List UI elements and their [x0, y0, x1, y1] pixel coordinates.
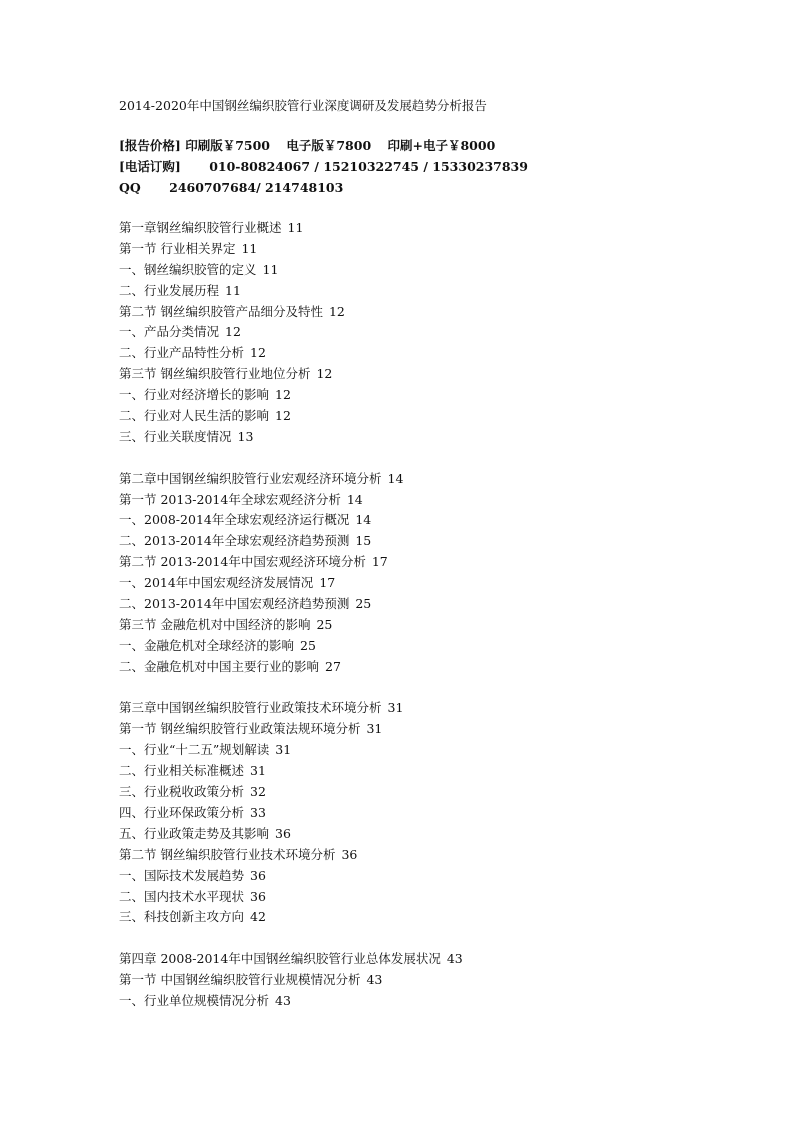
toc-entry-title: 二、金融危机对中国主要行业的影响 — [119, 658, 320, 674]
qq-label: QQ — [119, 180, 141, 195]
toc-entry — [119, 615, 739, 636]
toc-entry-page: 12 — [250, 345, 266, 361]
toc-entry — [119, 845, 739, 866]
toc-entry — [119, 949, 739, 970]
toc-entry-page: 12 — [225, 324, 241, 340]
toc-spacer — [119, 448, 739, 469]
toc-entry — [119, 887, 739, 908]
toc-entry-title: 一、行业对经济增长的影响 — [119, 387, 270, 403]
toc-entry-page: 12 — [316, 366, 333, 382]
phone-label: [电话订购] — [119, 159, 181, 174]
toc-entry-title: 一、2014年中国宏观经济发展情况 — [119, 575, 314, 591]
toc-entry-page: 14 — [346, 491, 363, 507]
toc-entry-title: 一、金融危机对全球经济的影响 — [119, 637, 295, 653]
toc-entry-page: 25 — [355, 596, 372, 612]
toc-entry-title: 四、行业环保政策分析 — [119, 804, 245, 820]
toc-entry — [119, 636, 739, 657]
toc-spacer — [119, 928, 739, 949]
toc-entry-title: 一、2008-2014年全球宏观经济运行概况 — [119, 512, 350, 528]
toc-entry — [119, 260, 739, 281]
toc-entry — [119, 866, 739, 887]
toc-entry-page: 17 — [371, 554, 388, 570]
toc-entry-title: 二、2013-2014年中国宏观经济趋势预测 — [119, 596, 350, 612]
toc-entry-page: 11 — [262, 261, 279, 277]
phone-numbers: 010-80824067 / 15210322745 / 15330237839 — [209, 159, 528, 174]
toc-entry-page: 43 — [275, 992, 291, 1008]
toc-entry-page: 13 — [237, 428, 254, 444]
toc-entry-title: 二、国内技术水平现状 — [119, 888, 245, 904]
toc-entry — [119, 531, 739, 552]
toc-entry-title: 一、产品分类情况 — [119, 324, 220, 340]
toc-entry — [119, 302, 739, 323]
toc-entry-page: 31 — [387, 700, 404, 716]
toc-entry — [119, 343, 739, 364]
toc-entry-title: 第一节 2013-2014年全球宏观经济分析 — [119, 491, 341, 507]
toc-entry — [119, 803, 739, 824]
price-both: 印刷+电子￥8000 — [387, 138, 496, 153]
toc-entry — [119, 239, 739, 260]
toc-entry-page: 11 — [241, 240, 258, 256]
toc-entry-title: 一、钢丝编织胶管的定义 — [119, 261, 257, 277]
toc-entry — [119, 740, 739, 761]
toc-entry — [119, 490, 739, 511]
toc-entry-title: 二、行业产品特性分析 — [119, 345, 245, 361]
toc-entry — [119, 824, 739, 845]
toc-entry-page: 12 — [328, 303, 345, 319]
toc-entry-title: 第四章 2008-2014年中国钢丝编织胶管行业总体发展状况 — [119, 951, 441, 967]
toc-entry-page: 27 — [325, 658, 341, 674]
toc-entry — [119, 364, 739, 385]
toc-entry-page: 31 — [275, 742, 292, 758]
toc-entry — [119, 218, 739, 239]
toc-entry-page: 11 — [287, 220, 304, 235]
toc-entry-page: 14 — [355, 512, 372, 528]
toc-entry-page: 12 — [275, 408, 291, 424]
phone-line — [119, 156, 739, 177]
toc-entry — [119, 782, 739, 803]
toc-entry-page: 11 — [225, 282, 241, 298]
toc-entry-title: 第二节 钢丝编织胶管产品细分及特性 — [119, 303, 323, 319]
toc-entry — [119, 970, 739, 991]
toc-entry-page: 36 — [250, 888, 266, 904]
toc-entry — [119, 406, 739, 427]
toc-entry — [119, 322, 739, 343]
toc-entry-page: 12 — [275, 387, 291, 403]
toc-entry-page: 43 — [366, 972, 383, 988]
toc-entry-page: 36 — [275, 825, 291, 841]
toc-entry — [119, 427, 739, 448]
toc-entry — [119, 510, 739, 531]
toc-entry — [119, 991, 739, 1012]
toc-entry — [119, 385, 739, 406]
order-info — [119, 135, 739, 198]
toc-entry — [119, 552, 739, 573]
toc-entry-title: 第二章中国钢丝编织胶管行业宏观经济环境分析 — [119, 470, 382, 486]
toc-entry-page: 42 — [250, 909, 266, 925]
toc-entry-title: 第二节 2013-2014年中国宏观经济环境分析 — [119, 554, 366, 570]
qq-numbers: 2460707684/ 214748103 — [169, 180, 344, 195]
toc-entry-title: 第一节 钢丝编织胶管行业政策法规环境分析 — [119, 721, 361, 737]
toc-entry — [119, 761, 739, 782]
toc-entry-title: 第三节 金融危机对中国经济的影响 — [119, 616, 311, 632]
toc-entry-title: 第三章中国钢丝编织胶管行业政策技术环境分析 — [119, 700, 382, 716]
toc-entry — [119, 594, 739, 615]
toc-entry-title: 一、行业“十二五”规划解读 — [119, 742, 270, 758]
toc-entry — [119, 719, 739, 740]
toc-entry-title: 二、行业发展历程 — [119, 282, 220, 298]
toc-entry-page: 31 — [250, 763, 266, 779]
toc-entry — [119, 907, 739, 928]
price-label: [报告价格] — [119, 138, 181, 153]
price-line — [119, 135, 739, 156]
toc-entry-title: 第一节 中国钢丝编织胶管行业规模情况分析 — [119, 972, 361, 988]
toc-entry — [119, 698, 739, 719]
toc-entry-title: 二、行业相关标准概述 — [119, 763, 245, 779]
toc-entry — [119, 573, 739, 594]
toc-entry — [119, 469, 739, 490]
toc-entry-page: 14 — [387, 470, 404, 486]
toc-entry-title: 二、2013-2014年全球宏观经济趋势预测 — [119, 533, 350, 549]
toc-entry-title: 一、国际技术发展趋势 — [119, 867, 245, 883]
toc-entry-title: 第一章钢丝编织胶管行业概述 — [119, 220, 282, 235]
toc-entry-title: 三、科技创新主攻方向 — [119, 909, 245, 925]
toc-entry-page: 36 — [250, 867, 266, 883]
toc-entry-page: 31 — [366, 721, 383, 737]
toc-spacer — [119, 678, 739, 699]
toc-entry-title: 第三节 钢丝编织胶管行业地位分析 — [119, 366, 311, 382]
toc-entry — [119, 657, 739, 678]
toc-entry-page: 25 — [300, 637, 316, 653]
toc-entry-page: 25 — [316, 616, 333, 632]
toc-entry-page: 33 — [250, 804, 266, 820]
document-page — [119, 97, 739, 1012]
toc-entry-page: 43 — [446, 951, 463, 967]
toc-entry-page: 36 — [341, 846, 358, 862]
qq-line — [119, 177, 739, 198]
toc-entry-page: 32 — [250, 784, 266, 800]
price-electronic: 电子版￥7800 — [286, 138, 372, 153]
price-print: 印刷版￥7500 — [185, 138, 270, 153]
toc-entry-title: 三、行业税收政策分析 — [119, 784, 245, 800]
toc-entry-page: 15 — [355, 533, 372, 549]
toc-entry-title: 三、行业关联度情况 — [119, 428, 232, 444]
toc-entry-title: 五、行业政策走势及其影响 — [119, 825, 270, 841]
report-title: 2014-2020年中国钢丝编织胶管行业深度调研及发展趋势分析报告 — [119, 98, 487, 113]
toc-entry-title: 二、行业对人民生活的影响 — [119, 408, 270, 424]
toc-entry-title: 一、行业单位规模情况分析 — [119, 992, 270, 1008]
toc-entry-title: 第二节 钢丝编织胶管行业技术环境分析 — [119, 846, 336, 862]
toc-entry-title: 第一节 行业相关界定 — [119, 240, 236, 256]
toc-entry — [119, 281, 739, 302]
table-of-contents — [119, 218, 739, 1012]
toc-entry-page: 17 — [319, 575, 336, 591]
